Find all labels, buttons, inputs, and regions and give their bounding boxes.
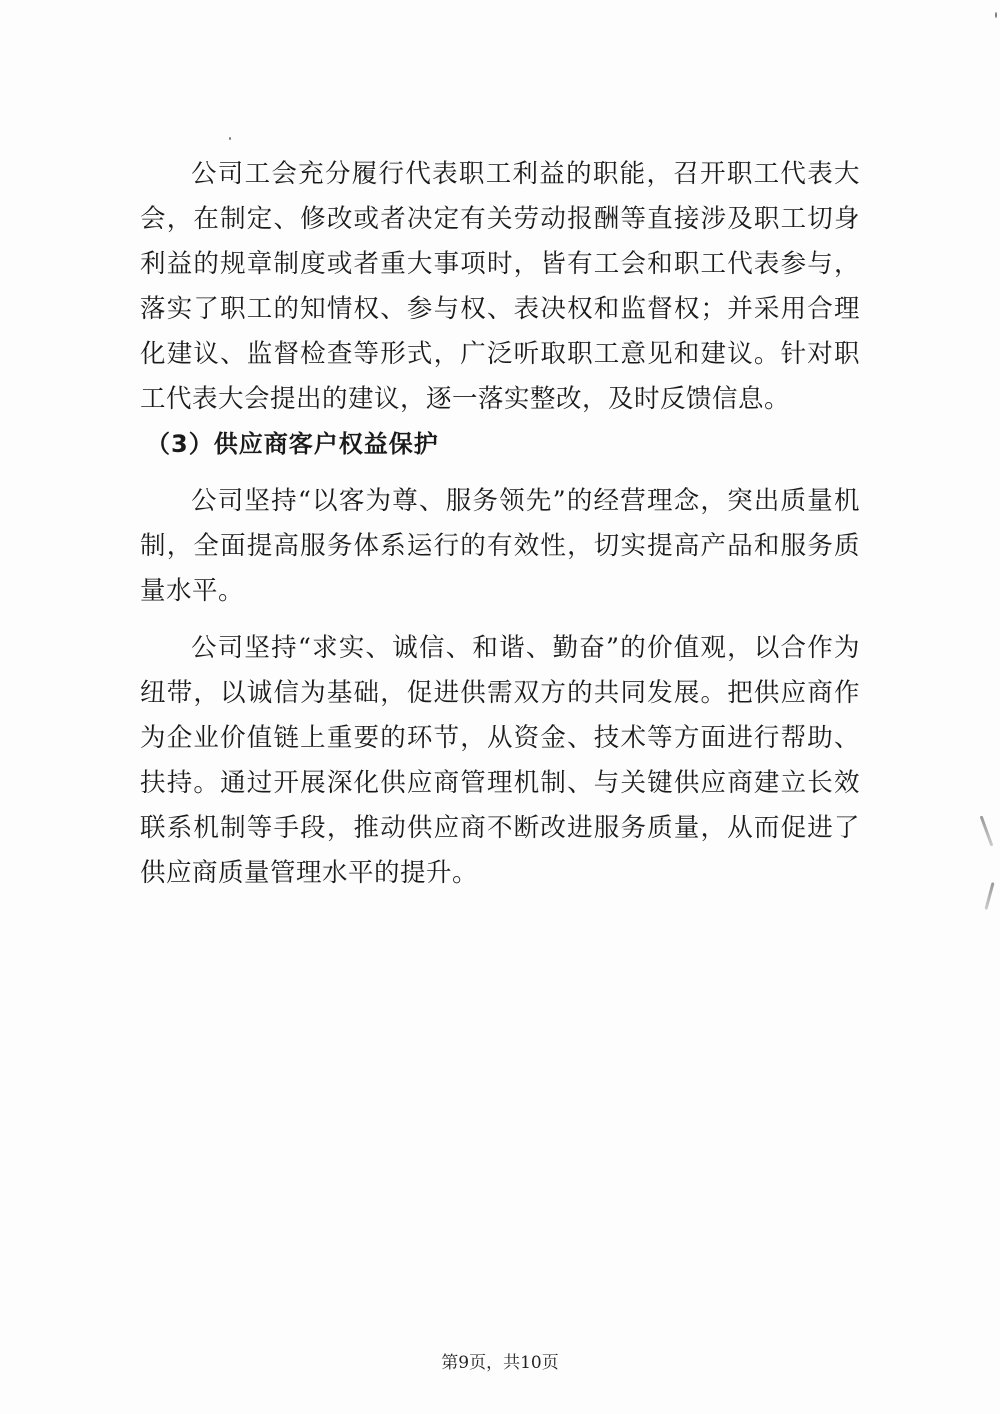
paragraph-supplier-values: 公司坚持“求实、诚信、和谐、勤奋”的价值观，以合作为纽带，以诚信为基础，促进供需双方的共同发展。把供应商作为企业价值链上重要的环节，从资金、技术等方面进行帮助、扶持。通过开展深化供应商管理机制、与关键供应商建立长效联系机制等手段，推动供应商不断改进服务质量，从而促进了供应商质量管理水平的提升。 (140, 633, 860, 888)
scan-speck (229, 137, 231, 140)
page-number-footer: 第9页，共10页 (441, 1353, 559, 1373)
section-heading-supplier-protection: （3）供应商客户权益保护 (146, 430, 439, 458)
paragraph-customer-service: 公司坚持“以客为尊、服务领先”的经营理念，突出质量机制，全面提高服务体系运行的有效性，切实提高产品和服务质量水平。 (140, 486, 860, 606)
scan-speck (995, 12, 997, 18)
document-body (140, 152, 860, 896)
scan-edge-mark (984, 882, 994, 910)
paragraph-union-rights: 公司工会充分履行代表职工利益的职能，召开职工代表大会，在制定、修改或者决定有关劳动报酬等直接涉及职工切身利益的规章制度或者重大事项时，皆有工会和职工代表参与，落实了职工的知情权、参与权、表决权和监督权；并采用合理化建议、监督检查等形式，广泛听取职工意见和建议。针对职工代表大会提出的建议，逐一落实整改，及时反馈信息。 (140, 159, 860, 414)
scan-edge-mark (980, 815, 994, 846)
